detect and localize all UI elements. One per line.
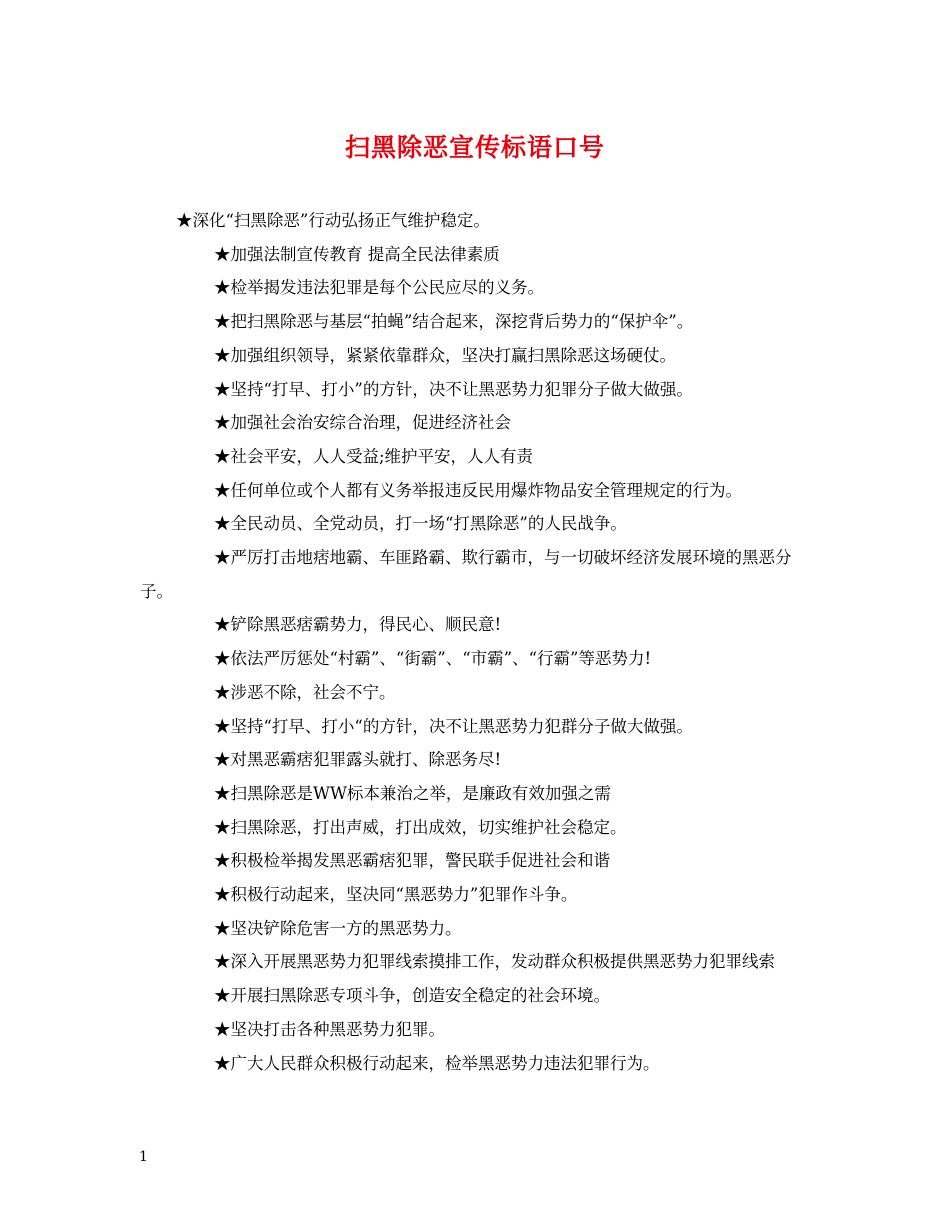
- slogan-paragraph: ★深化“扫黑除恶”行动弘扬正气维护稳定。: [176, 211, 490, 230]
- slogan-paragraph: ★涉恶不除，社会不宁。: [214, 682, 396, 702]
- slogan-paragraph: ★积极检举揭发黑恶霸痞犯罪，警民联手促进社会和谐: [214, 851, 610, 871]
- slogan-paragraph: ★检举揭发违法犯罪是每个公民应尽的义务。: [214, 278, 544, 298]
- slogan-paragraph: ★社会平安，人人受益;维护平安，人人有责: [214, 446, 534, 466]
- slogan-paragraph: ★坚持“打早、打小”的方针，决不让黑恶势力犯罪分子做大做强。: [214, 379, 693, 399]
- slogan-paragraph: ★积极行动起来，坚决同“黑恶势力”犯罪作斗争。: [214, 885, 578, 905]
- slogan-paragraph: ★对黑恶霸痞犯罪露头就打、除恶务尽!: [214, 750, 502, 770]
- slogan-paragraph: ★严厉打击地痞地霸、车匪路霸、欺行霸市，与一切破坏经济发展环境的黑恶分子。: [140, 548, 792, 601]
- page-number: 1: [139, 1149, 148, 1165]
- slogan-paragraph: ★扫黑除恶是WW标本兼治之举，是廉政有效加强之需: [214, 783, 611, 803]
- slogan-paragraph: ★铲除黑恶痞霸势力，得民心、顺民意!: [214, 615, 502, 635]
- slogan-paragraph: ★加强组织领导，紧紧依靠群众，坚决打赢扫黑除恶这场硬仗。: [214, 345, 676, 365]
- slogan-paragraph: ★扫黑除恶，打出声威，打出成效，切实维护社会稳定。: [214, 817, 627, 837]
- slogan-paragraph: ★广大人民群众积极行动起来，检举黑恶势力违法犯罪行为。: [214, 1053, 660, 1073]
- slogan-list: [140, 204, 820, 1080]
- slogan-paragraph: ★加强法制宣传教育 提高全民法律素质: [214, 244, 500, 264]
- slogan-paragraph: ★开展扫黑除恶专项斗争，创造安全稳定的社会环境。: [214, 986, 610, 1006]
- document-title: 扫黑除恶宣传标语口号: [344, 133, 605, 162]
- slogan-paragraph: ★坚决铲除危害一方的黑恶势力。: [214, 918, 462, 938]
- slogan-paragraph: ★任何单位或个人都有义务举报违反民用爆炸物品安全管理规定的行为。: [214, 480, 742, 500]
- slogan-paragraph: ★把扫黑除恶与基层“拍蝇”结合起来，深挖背后势力的“保护伞”。: [214, 312, 694, 332]
- slogan-paragraph: ★加强社会治安综合治理，促进经济社会: [214, 413, 511, 433]
- slogan-paragraph: ★全民动员、全党动员，打一场“打黑除恶”的人民战争。: [214, 514, 627, 534]
- slogan-paragraph: ★深入开展黑恶势力犯罪线索摸排工作，发动群众积极提供黑恶势力犯罪线索: [214, 952, 775, 972]
- slogan-paragraph: ★坚持“打早、打小“的方针，决不让黑恶势力犯群分子做大做强。: [214, 716, 693, 736]
- slogan-paragraph: ★坚决打击各种黑恶势力犯罪。: [214, 1019, 445, 1039]
- slogan-paragraph: ★依法严厉惩处“村霸”、“街霸”、“市霸”、“行霸”等恶势力!: [214, 649, 652, 669]
